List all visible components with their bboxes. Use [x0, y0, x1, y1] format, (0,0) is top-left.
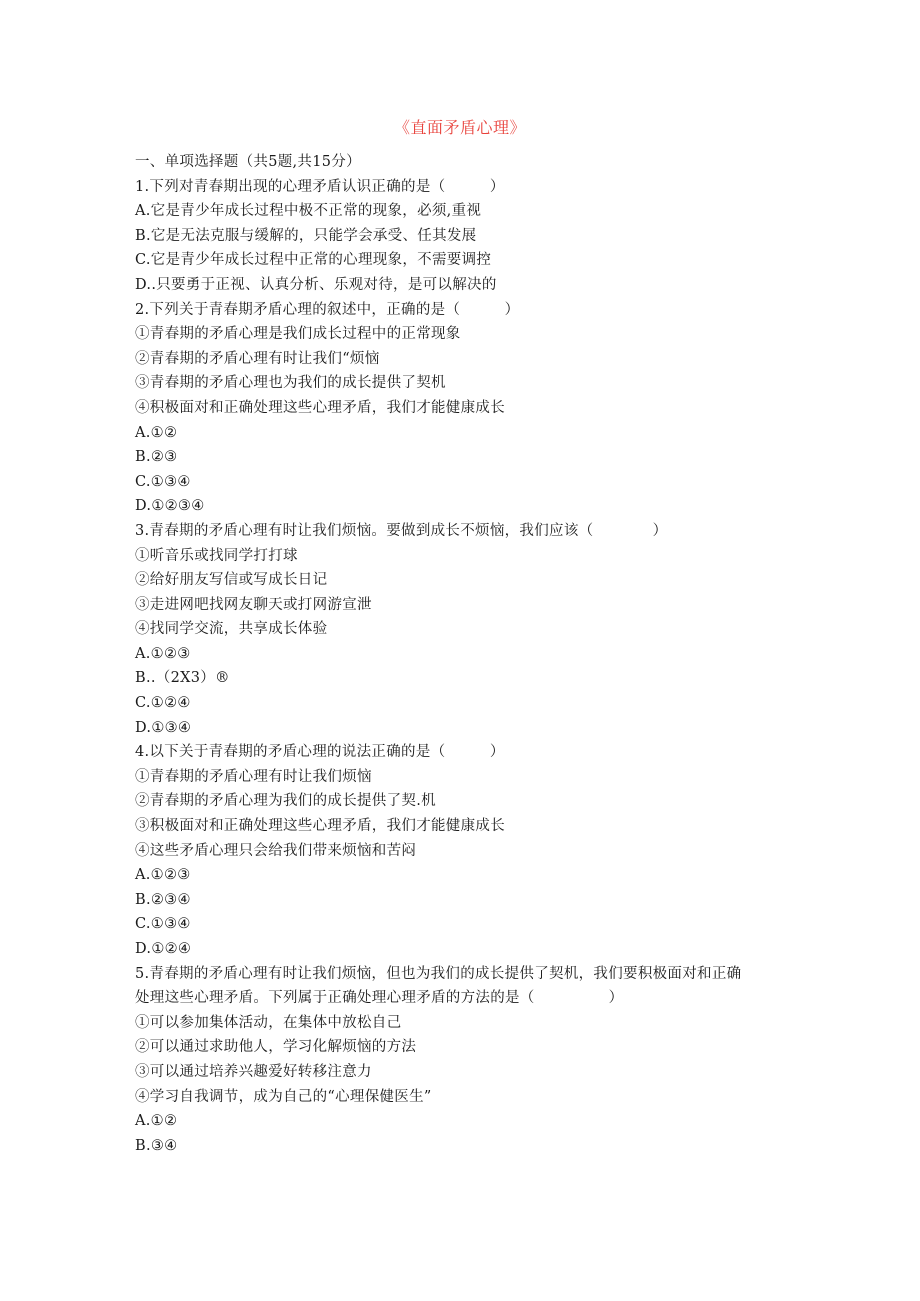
text-line: ③积极面对和正确处理这些心理矛盾，我们才能健康成长 [135, 818, 505, 835]
text-line: B.②③④ [135, 891, 191, 908]
text-line: B.②③ [135, 449, 178, 466]
text-line: ①青春期的矛盾心理有时让我们烦恼 [135, 768, 372, 785]
text-line: 2.下列关于青春期矛盾心理的叙述中，正确的是（ ） [135, 301, 520, 318]
text-line: C.①③④ [135, 473, 191, 490]
text-line: B.③④ [135, 1137, 178, 1154]
text-line: C.它是青少年成长过程中正常的心理现象，不需要调控 [135, 252, 492, 269]
text-line: D.①②③④ [135, 498, 205, 515]
text-line: ④积极面对和正确处理这些心理矛盾，我们才能健康成长 [135, 399, 505, 416]
text-line: A.①②③ [135, 867, 191, 884]
text-line: C.①②④ [135, 695, 191, 712]
text-line: A.它是青少年成长过程中极不正常的现象，必须,重视 [135, 203, 482, 220]
text-line: D..只要勇于正视、认真分析、乐观对待，是可以解决的 [135, 276, 497, 293]
text-line: B..（2X3）® [135, 670, 230, 687]
text-line: ②青春期的矛盾心理有时让我们“烦恼 [135, 350, 380, 367]
text-line: D.①②④ [135, 941, 192, 957]
text-line: 5.青春期的矛盾心理有时让我们烦恼，但也为我们的成长提供了契机，我们要积极面对和正确 [135, 965, 742, 982]
text-line: ②青春期的矛盾心理为我们的成长提供了契.机 [135, 793, 436, 810]
document-body [135, 150, 785, 1158]
text-line: ①听音乐或找同学打打球 [135, 547, 298, 564]
document-title: 《直面矛盾心理》 [393, 118, 526, 137]
text-line: C.①③④ [135, 916, 191, 933]
text-line: D.①③④ [135, 719, 192, 736]
text-line: ②给好朋友写信或写成长日记 [135, 572, 328, 589]
text-line: 3.青春期的矛盾心理有时让我们烦恼。要做到成长不烦恼，我们应该（ ） [135, 522, 668, 539]
text-line: B.它是无法克服与缓解的，只能学会承受、任其发展 [135, 227, 477, 244]
text-line: A.①② [135, 1113, 178, 1130]
text-line: 处理这些心理矛盾。下列属于正确处理心理矛盾的方法的是（ ） [135, 990, 624, 1007]
text-line: ④这些矛盾心理只会给我们带来烦恼和苦闷 [135, 842, 417, 859]
text-line: ③青春期的矛盾心理也为我们的成长提供了契机 [135, 375, 446, 392]
text-line: 一、单项选择题（共5题,共15分） [135, 154, 361, 170]
text-line: ④找同学交流，共享成长体验 [135, 621, 328, 638]
text-line: 4.以下关于青春期的矛盾心理的说法正确的是（ ） [135, 744, 505, 761]
text-line: ①可以参加集体活动，在集体中放松自己 [135, 1014, 402, 1031]
text-line: ②可以通过求助他人，学习化解烦恼的方法 [135, 1039, 417, 1056]
text-line: 1.下列对青春期出现的心理矛盾认识正确的是（ ） [135, 178, 505, 195]
text-line: A.①② [135, 424, 178, 441]
text-line: ④学习自我调节，成为自己的“心理保健医生” [135, 1088, 432, 1105]
text-line: A.①②③ [135, 645, 191, 662]
text-line: ③可以通过培养兴趣爱好转移注意力 [135, 1063, 372, 1080]
text-line: ③走进网吧找网友聊天或打网游宣泄 [135, 596, 372, 613]
text-line: ①青春期的矛盾心理是我们成长过程中的正常现象 [135, 326, 461, 343]
